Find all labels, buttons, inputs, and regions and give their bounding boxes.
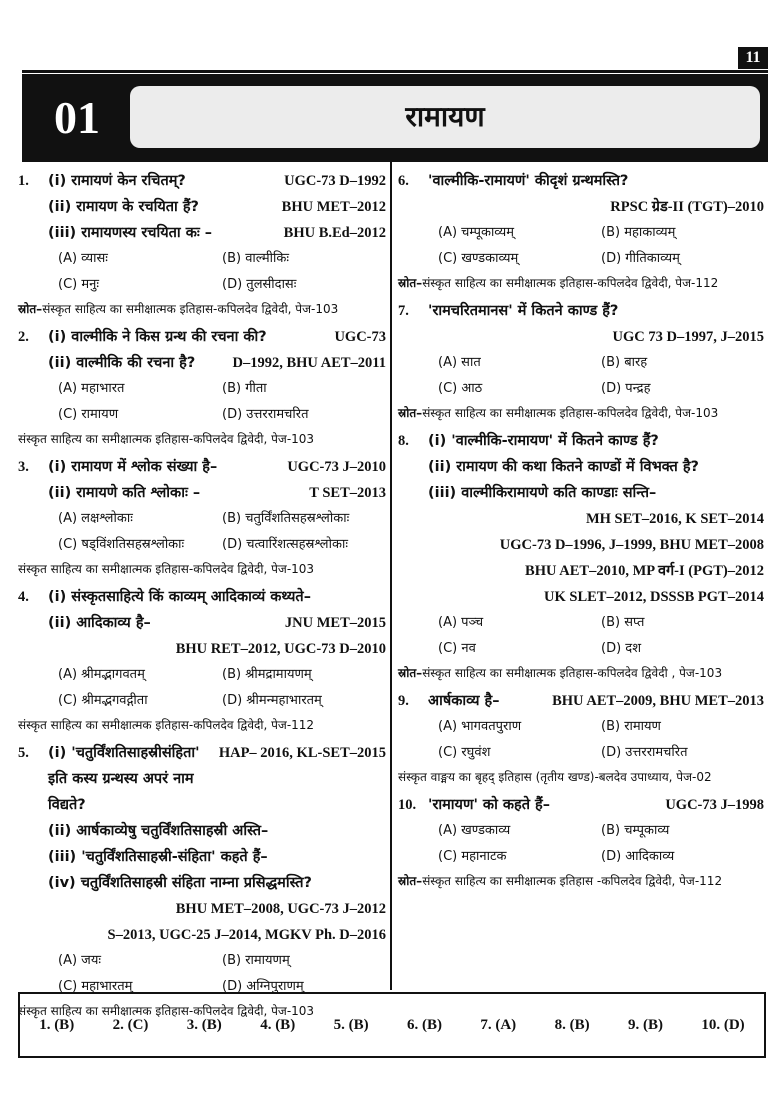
source-text: संस्कृत साहित्य का समीक्षात्मक इतिहास-कपिलदेव द्विवेदी , पेज-103 — [422, 666, 723, 680]
options-grid — [438, 714, 764, 766]
source-text: संस्कृत साहित्य का समीक्षात्मक इतिहास-कपिलदेव द्विवेदी, पेज-103 — [422, 406, 719, 420]
exam-reference: UGC-73 J–1998 — [665, 797, 764, 813]
option: (A) पञ्च — [438, 615, 484, 630]
question-header — [18, 454, 386, 506]
answer-item: 5. (B) — [333, 1016, 369, 1033]
option: (C) आठ — [438, 381, 483, 396]
question-text-group — [428, 298, 764, 324]
options-grid — [58, 246, 386, 298]
option: (D) दश — [601, 641, 642, 656]
source-text: संस्कृत साहित्य का समीक्षात्मक इतिहास-कपिलदेव द्विवेदी, पेज-112 — [18, 718, 315, 732]
question-text: (i) 'चतुर्विंशतिसाहस्रीसंहिता' इति कस्य ग्रन्थस्य अपरं नाम विद्यते? — [48, 745, 200, 813]
option: (D) श्रीमन्महाभारतम् — [222, 693, 322, 708]
exam-reference: UGC 73 D–1997, J–2015 — [612, 329, 764, 345]
chapter-number: 01 — [54, 92, 100, 143]
question-block — [18, 740, 386, 1022]
option: (B) रामायणम् — [222, 953, 290, 968]
question-text-group — [428, 792, 764, 818]
question-number: 7. — [398, 303, 409, 319]
question-text: 'रामचरितमानस' में कितने काण्ड हैं? — [428, 303, 619, 319]
source-citation — [18, 714, 386, 736]
top-rule — [22, 70, 768, 73]
option: (A) सात — [438, 355, 481, 370]
source-label: स्रोत– — [18, 302, 43, 316]
source-text: संस्कृत वाङ्मय का बृहद् इतिहास (तृतीय खण्ड)-बलदेव उपाध्याय, पेज-02 — [398, 770, 712, 784]
question-text: (ii) वाल्मीकि की रचना है? — [48, 355, 196, 371]
answer-item: 4. (B) — [260, 1016, 296, 1033]
question-line — [428, 688, 764, 714]
question-header — [398, 298, 764, 324]
exam-reference: S–2013, UGC-25 J–2014, MGKV Ph. D–2016 — [107, 927, 386, 943]
answer-key — [18, 992, 766, 1058]
question-number: 4. — [18, 589, 29, 605]
question-text: (ii) आदिकाव्य है– — [48, 615, 151, 631]
question-line — [428, 428, 764, 454]
source-citation — [18, 428, 386, 450]
source-text: संस्कृत साहित्य का समीक्षात्मक इतिहास-कपिलदेव द्विवेदी, पेज-103 — [18, 1004, 315, 1018]
question-block — [398, 298, 764, 424]
page-number: 11 — [738, 47, 768, 69]
question-line — [428, 298, 764, 324]
option: (D) आदिकाव्य — [601, 849, 675, 864]
answer-item: 3. (B) — [186, 1016, 222, 1033]
answer-item: 7. (A) — [480, 1016, 517, 1033]
question-text-group — [48, 168, 386, 246]
question-block — [18, 324, 386, 450]
question-line — [48, 168, 386, 194]
question-text: (i) 'वाल्मीकि-रामायण' में कितने काण्ड हैं? — [428, 433, 659, 449]
options-grid — [58, 662, 386, 714]
question-number: 1. — [18, 173, 29, 189]
option: (A) महाभारत — [58, 381, 125, 396]
exam-reference: BHU AET–2010, MP वर्ग-I (PGT)–2012 — [525, 563, 764, 579]
option: (D) चत्वारिंशत्सहस्रश्लोकाः — [222, 537, 348, 552]
question-line — [48, 324, 386, 350]
option: (D) गीतिकाव्यम् — [601, 251, 680, 266]
question-text: (iii) 'चतुर्विंशतिसाहस्री-संहिता' कहते हैं– — [48, 849, 268, 865]
question-header — [398, 168, 764, 194]
source-label: स्रोत– — [398, 666, 423, 680]
exam-reference: BHU MET–2012 — [281, 199, 386, 215]
question-number: 6. — [398, 173, 409, 189]
option: (B) चम्पूकाव्य — [601, 823, 670, 838]
question-line — [48, 480, 386, 506]
option: (D) अग्निपुराणम् — [222, 979, 304, 994]
option: (B) श्रीमद्रामायणम् — [222, 667, 312, 682]
option: (B) गीता — [222, 381, 267, 396]
answer-item: 9. (B) — [627, 1016, 663, 1033]
answer-item: 8. (B) — [554, 1016, 590, 1033]
question-header — [398, 428, 764, 506]
question-text-group — [428, 168, 764, 194]
question-block — [398, 792, 764, 892]
options-grid — [438, 220, 764, 272]
option: (C) खण्डकाव्यम् — [438, 251, 519, 266]
option: (B) वाल्मीकिः — [222, 251, 290, 266]
option: (A) व्यासः — [58, 251, 108, 266]
option: (C) नव — [438, 641, 476, 656]
question-block — [398, 688, 764, 788]
chapter-title: रामायण — [130, 86, 760, 148]
source-citation — [398, 870, 764, 892]
question-line — [48, 350, 386, 376]
exam-reference: UGC-73 D–1996, J–1999, BHU MET–2008 — [499, 537, 764, 553]
question-block — [398, 168, 764, 294]
question-text: (iii) रामायणस्य रचयिता कः – — [48, 225, 213, 241]
options-grid — [438, 350, 764, 402]
question-text: (i) संस्कृतसाहित्ये किं काव्यम् आदिकाव्यं कथ्यते– — [48, 589, 311, 605]
question-number: 8. — [398, 433, 409, 449]
question-block — [18, 168, 386, 320]
source-citation — [398, 402, 764, 424]
option: (D) उत्तररामचरित — [222, 407, 309, 422]
answer-item: 1. (B) — [39, 1016, 75, 1033]
option: (A) लक्षश्लोकाः — [58, 511, 133, 526]
option: (B) रामायण — [601, 719, 661, 734]
source-text: संस्कृत साहित्य का समीक्षात्मक इतिहास-कपिलदेव द्विवेदी, पेज-103 — [18, 562, 315, 576]
question-line — [48, 610, 386, 636]
question-text-group — [48, 454, 386, 506]
exam-reference: UGC-73 D–1992 — [284, 173, 386, 189]
question-text: 'वाल्मीकि-रामायणं' कीदृशं ग्रन्थमस्ति? — [428, 173, 629, 189]
question-text: (iii) वाल्मीकिरामायणे कति काण्डाः सन्ति– — [428, 485, 657, 501]
source-citation — [398, 272, 764, 294]
option: (B) बारह — [601, 355, 648, 370]
source-text: संस्कृत साहित्य का समीक्षात्मक इतिहास-कपिलदेव द्विवेदी, पेज-103 — [42, 302, 339, 316]
question-block — [18, 454, 386, 580]
question-line — [48, 870, 386, 896]
question-number: 3. — [18, 459, 29, 475]
question-line — [48, 844, 386, 870]
option: (C) रघुवंश — [438, 745, 491, 760]
exam-reference: MH SET–2016, K SET–2014 — [585, 511, 764, 527]
question-text: (ii) रामायण की कथा कितने काण्डों में विभक्त है? — [428, 459, 699, 475]
question-line — [428, 168, 764, 194]
question-text: (i) वाल्मीकि ने किस ग्रन्थ की रचना की? — [48, 329, 267, 345]
option: (A) जयः — [58, 953, 101, 968]
exam-reference: BHU AET–2009, BHU MET–2013 — [552, 693, 764, 709]
source-label: स्रोत– — [398, 406, 423, 420]
question-text-group — [428, 688, 764, 714]
source-citation — [18, 558, 386, 580]
question-line — [48, 740, 386, 818]
question-line — [428, 454, 764, 480]
source-text: संस्कृत साहित्य का समीक्षात्मक इतिहास-कपिलदेव द्विवेदी, पेज-103 — [18, 432, 315, 446]
source-label: स्रोत– — [398, 276, 423, 290]
option: (D) उत्तररामचरित — [601, 745, 688, 760]
option: (A) श्रीमद्भागवतम् — [58, 667, 145, 682]
question-text: (ii) आर्षकाव्येषु चतुर्विंशतिसाहस्री अस्ति– — [48, 823, 269, 839]
options-grid — [58, 506, 386, 558]
option: (B) सप्त — [601, 615, 645, 630]
exam-reference: T SET–2013 — [309, 485, 386, 501]
question-line — [48, 584, 386, 610]
options-grid — [58, 376, 386, 428]
option: (D) तुलसीदासः — [222, 277, 297, 292]
option: (D) पन्द्रह — [601, 381, 651, 396]
options-grid — [438, 818, 764, 870]
option: (C) महाभारतम् — [58, 979, 133, 994]
exam-reference: HAP– 2016, KL-SET–2015 — [218, 745, 386, 761]
question-line — [48, 194, 386, 220]
option: (C) रामायण — [58, 407, 119, 422]
option: (C) षड्विंशतिसहस्रश्लोकाः — [58, 537, 185, 552]
question-line — [428, 792, 764, 818]
question-header — [18, 740, 386, 896]
option: (C) मनुः — [58, 277, 99, 292]
source-label: स्रोत– — [398, 874, 423, 888]
option: (A) खण्डकाव्य — [438, 823, 511, 838]
question-number: 9. — [398, 693, 409, 709]
question-header — [398, 688, 764, 714]
option: (A) चम्पूकाव्यम् — [438, 225, 515, 240]
question-header — [18, 324, 386, 376]
question-text: (i) रामायणं केन रचितम्? — [48, 173, 186, 189]
right-column — [398, 168, 764, 896]
question-header — [18, 168, 386, 246]
question-line — [428, 480, 764, 506]
question-line — [48, 818, 386, 844]
source-citation — [398, 662, 764, 684]
exam-reference: BHU B.Ed–2012 — [283, 225, 386, 241]
question-line — [48, 454, 386, 480]
option: (C) महानाटक — [438, 849, 507, 864]
exam-reference: RPSC ग्रेड-II (TGT)–2010 — [610, 199, 764, 215]
question-header — [398, 792, 764, 818]
question-block — [398, 428, 764, 684]
exam-reference: UGC-73 J–2010 — [287, 459, 386, 475]
question-text: आर्षकाव्य है– — [428, 693, 500, 709]
exam-reference: BHU RET–2012, UGC-73 D–2010 — [175, 641, 386, 657]
option: (B) चतुर्विंशतिसहस्रश्लोकाः — [222, 511, 350, 526]
question-text-group — [48, 740, 386, 896]
question-text: (ii) रामायणे कति श्लोकाः – — [48, 485, 201, 501]
question-text: 'रामायण' को कहते हैं– — [428, 797, 550, 813]
answer-item: 6. (B) — [406, 1016, 442, 1033]
exam-reference: D–1992, BHU AET–2011 — [232, 355, 386, 371]
left-column — [18, 168, 386, 1026]
option: (A) भागवतपुराण — [438, 719, 522, 734]
source-text: संस्कृत साहित्य का समीक्षात्मक इतिहास-कपिलदेव द्विवेदी, पेज-112 — [422, 276, 719, 290]
exam-reference: JNU MET–2015 — [284, 615, 386, 631]
question-number: 5. — [18, 745, 29, 761]
question-number: 10. — [398, 797, 417, 813]
question-text: (iv) चतुर्विंशतिसाहस्री संहिता नाम्ना प्रसिद्धमस्ति? — [48, 875, 312, 891]
question-text-group — [48, 584, 386, 636]
question-text-group — [428, 428, 764, 506]
option: (C) श्रीमद्भगवद्गीता — [58, 693, 148, 708]
option: (B) महाकाव्यम् — [601, 225, 676, 240]
question-text: (ii) रामायण के रचयिता हैं? — [48, 199, 199, 215]
exam-reference: BHU MET–2008, UGC-73 J–2012 — [175, 901, 386, 917]
options-grid — [438, 610, 764, 662]
question-line — [48, 220, 386, 246]
chapter-banner — [22, 74, 768, 162]
answer-item: 2. (C) — [112, 1016, 149, 1033]
source-citation — [18, 298, 386, 320]
exam-reference: UK SLET–2012, DSSSB PGT–2014 — [544, 589, 764, 605]
answer-item: 10. (D) — [701, 1016, 745, 1033]
exam-reference: UGC-73 — [334, 329, 386, 345]
question-number: 2. — [18, 329, 29, 345]
question-block — [18, 584, 386, 736]
question-header — [18, 584, 386, 636]
source-citation — [398, 766, 764, 788]
source-text: संस्कृत साहित्य का समीक्षात्मक इतिहास -कपिलदेव द्विवेदी, पेज-112 — [422, 874, 723, 888]
question-text: (i) रामायण में श्लोक संख्या है– — [48, 459, 218, 475]
column-divider — [390, 162, 392, 990]
question-text-group — [48, 324, 386, 376]
